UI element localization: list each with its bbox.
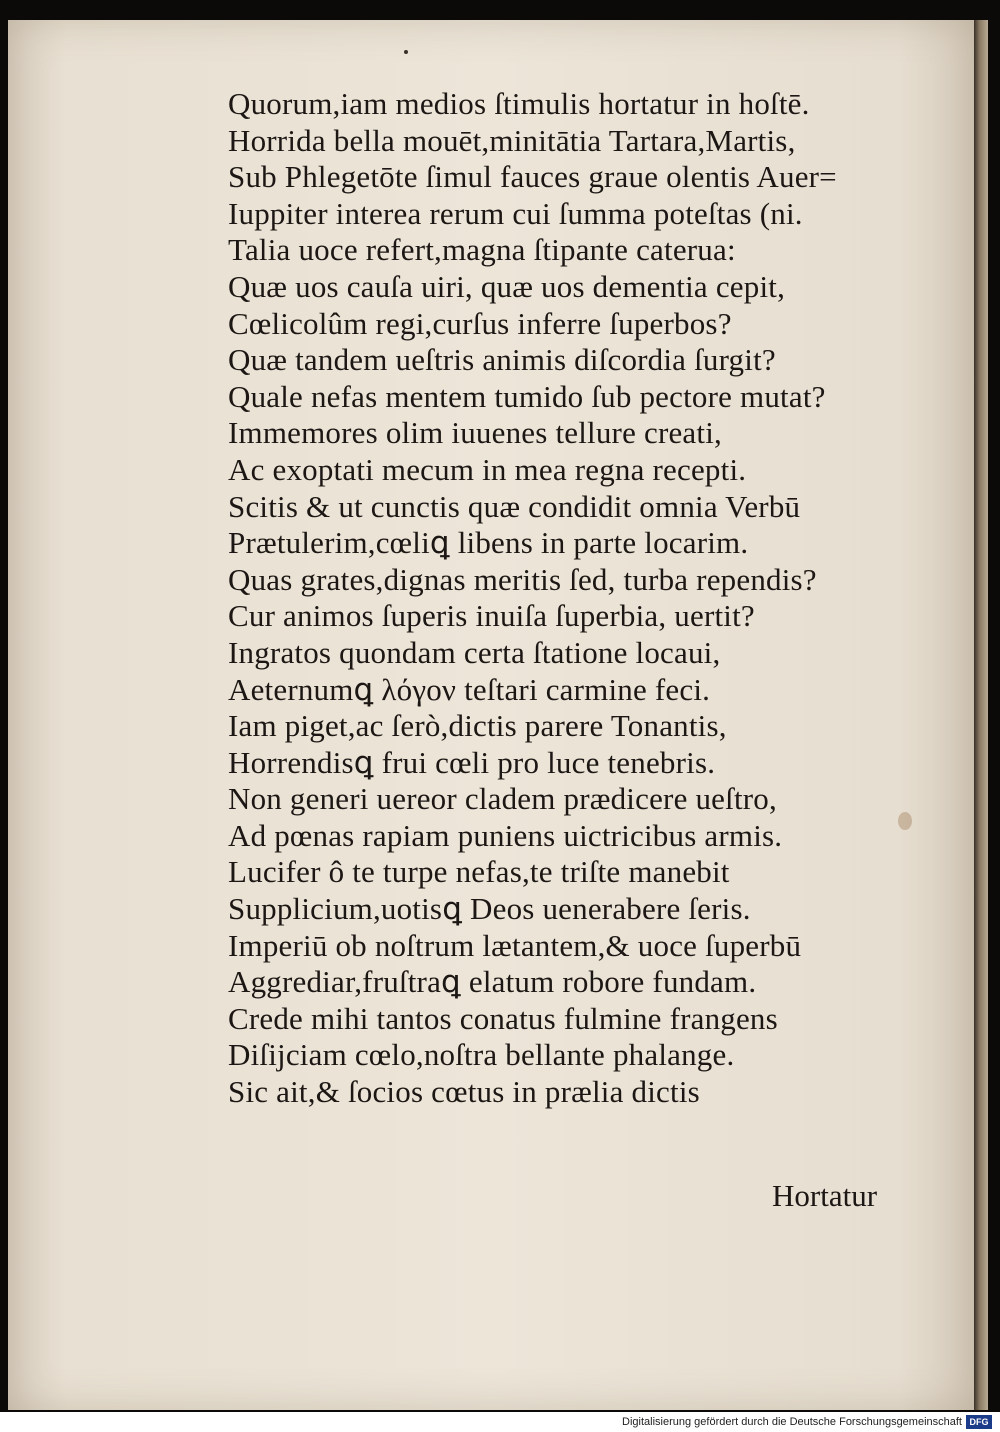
verse-line-27: Diſijciam cœlo,noſtra bellante phalange. [228, 1037, 735, 1073]
funding-credit: Digitalisierung gefördert durch die Deutsche Forschungsgemeinschaft [622, 1416, 962, 1428]
verse-line-22: Lucifer ô te turpe nefas,te triſte manebit [228, 854, 730, 890]
verse-line-28: Sic ait,& ſocios cœtus in prælia dictis [228, 1074, 700, 1110]
verse-line-5: Talia uoce refert,magna ſtipante caterua: [228, 232, 736, 268]
verse-line-2: Horrida bella mouēt,minitātia Tartara,Martis, [228, 122, 796, 158]
verse-line-15: Cur animos ſuperis inuiſa ſuperbia, uertit? [228, 598, 755, 634]
ink-dot [404, 50, 408, 54]
verse-line-11: Ac exoptati mecum in mea regna recepti. [228, 451, 747, 487]
verse-line-6: Quæ uos cauſa uiri, quæ uos dementia cepit, [228, 268, 786, 304]
verse-line-1: Quorum,iam medios ſtimulis hortatur in hoſtē. [228, 86, 810, 121]
verse-line-21: Ad pœnas rapiam puniens uictricibus armis. [228, 817, 783, 853]
verse-line-12: Scitis & ut cunctis quæ condidit omnia Verbū [228, 488, 801, 524]
verse-line-13: Prætulerim,cœliꝗ libens in parte locarim. [228, 525, 749, 561]
catchword: Hortatur [772, 1178, 878, 1213]
verse-line-26: Crede mihi tantos conatus fulmine frangens [228, 1000, 778, 1036]
verse-line-25: Aggrediar,fruſtraꝗ elatum robore fundam. [228, 964, 757, 1000]
verse-line-16: Ingratos quondam certa ſtatione locaui, [228, 634, 721, 670]
verse-line-8: Quæ tandem ueſtris animis diſcordia ſurgit? [228, 342, 776, 378]
verse-line-3: Sub Phlegetōte ſimul fauces graue olentis Auer= [228, 159, 837, 195]
dfg-logo-icon: DFG [966, 1415, 992, 1429]
verse-line-9: Quale nefas mentem tumido ſub pectore mutat? [228, 378, 826, 414]
page-edge-shadow [974, 20, 988, 1410]
verse-line-20: Non generi uereor cladem prædicere ueſtro, [228, 781, 777, 817]
verse-line-4: Iuppiter interea rerum cui ſumma poteſtas (ni. [228, 195, 803, 231]
verse-line-18: Iam piget,ac ſerò,dictis parere Tonantis, [228, 708, 727, 744]
verse-line-24: Imperiū ob noſtrum lætantem,& uoce ſuperbū [228, 927, 802, 963]
verse-line-19: Horrendisꝗ frui cœli pro luce tenebris. [228, 744, 716, 780]
verse-text-block [228, 86, 928, 1111]
verse-line-17: Aeternumꝗ λόγον teſtari carmine feci. [228, 671, 711, 707]
verse-line-23: Supplicium,uotisꝗ Deos uenerabere ſeris. [228, 891, 751, 927]
verse-line-7: Cœlicolûm regi,curſus inferre ſuperbos? [228, 305, 732, 341]
verse-line-10: Immemores olim iuuenes tellure creati, [228, 415, 722, 451]
verse-line-14: Quas grates,dignas meritis ſed, turba rependis? [228, 561, 817, 597]
